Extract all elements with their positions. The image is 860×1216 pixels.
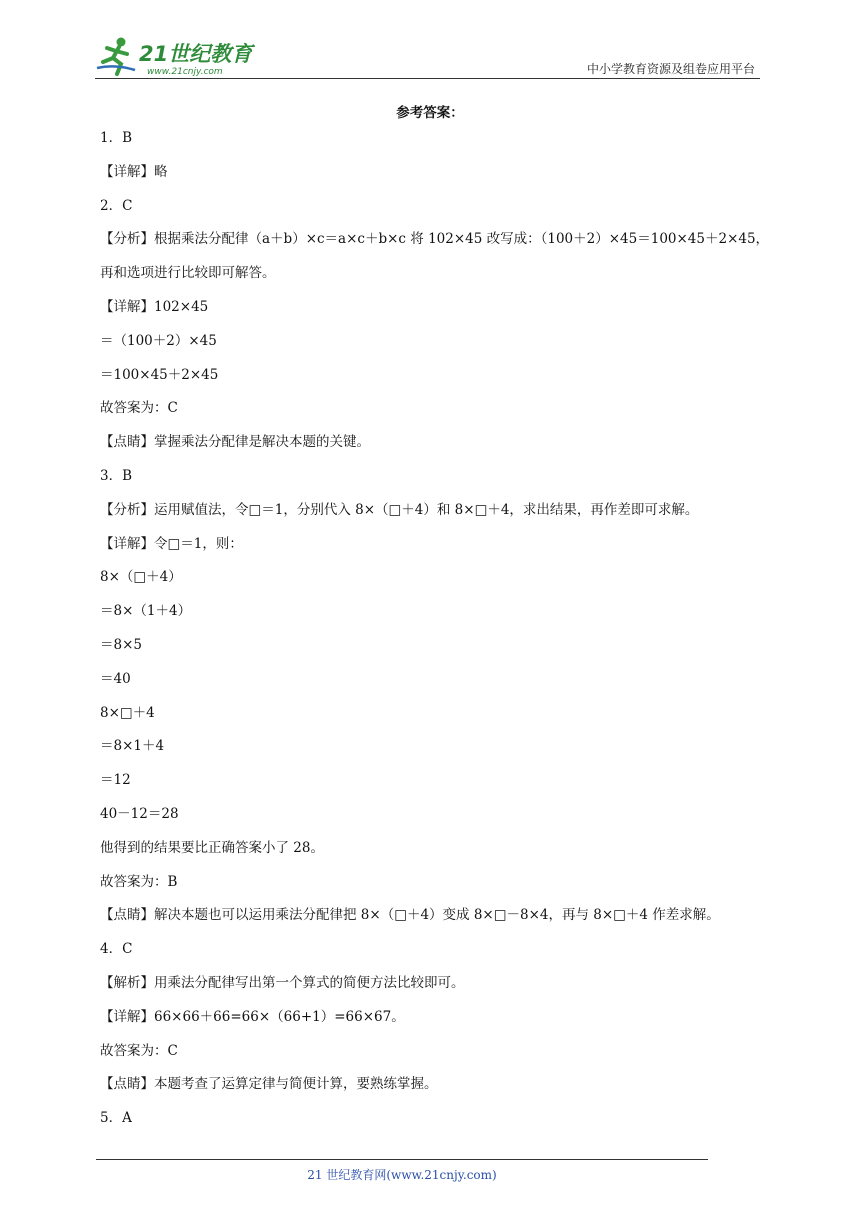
footer-divider xyxy=(96,1159,708,1160)
answer-line: 40－12＝28 xyxy=(100,805,179,822)
answer-line: 再和选项进行比较即可解答。 xyxy=(100,265,276,282)
answer-line: 8×□＋4 xyxy=(100,704,155,721)
page-title: 参考答案： xyxy=(396,105,464,121)
answer-line: 【详解】令□＝1，则： xyxy=(100,535,243,552)
answer-line: 他得到的结果要比正确答案小了 28。 xyxy=(100,839,324,856)
answer-line: 1．B xyxy=(100,130,133,146)
svg-text:21世纪教育: 21世纪教育 xyxy=(139,42,253,66)
brand-logo xyxy=(95,34,265,78)
answer-line: ＝12 xyxy=(100,772,131,789)
answer-line: 故答案为：C xyxy=(100,1042,178,1059)
platform-name: 中小学教育资源及组卷应用平台 xyxy=(586,62,755,76)
header-divider xyxy=(95,78,760,79)
answer-line: 故答案为：B xyxy=(100,873,178,890)
answer-line: 2．C xyxy=(100,197,133,214)
answer-line: 5．A xyxy=(100,1110,132,1127)
answer-line: 【详解】102×45 xyxy=(100,298,209,315)
page-header xyxy=(95,30,755,80)
footer-link[interactable]: 21 世纪教育网(www.21cnjy.com) xyxy=(307,1168,497,1182)
answer-line: 故答案为：C xyxy=(100,400,178,417)
answer-line: 【点睛】解决本题也可以运用乘法分配律把 8×（□＋4）变成 8×□－8×4，再与 8×□＋4 作差求解。 xyxy=(100,907,720,924)
answer-line: 【详解】66×66＋66=66×（66+1）=66×67。 xyxy=(100,1008,405,1025)
answer-line: 4．C xyxy=(100,941,133,958)
answer-line: ＝（100＋2）×45 xyxy=(100,332,217,349)
answer-content xyxy=(100,128,780,1142)
answer-line: ＝100×45＋2×45 xyxy=(100,366,219,383)
answer-line: ＝8×5 xyxy=(100,636,142,653)
answer-line: 【解析】用乘法分配律写出第一个算式的简便方法比较即可。 xyxy=(100,974,465,991)
answer-line: ＝8×1＋4 xyxy=(100,738,165,755)
answer-line: 【分析】运用赋值法，令□＝1，分别代入 8×（□＋4）和 8×□＋4，求出结果，再作差即可求解。 xyxy=(100,501,699,518)
answer-line: 【点睛】本题考查了运算定律与简便计算，要熟练掌握。 xyxy=(100,1076,438,1093)
answer-line: ＝8×（1＋4） xyxy=(100,603,192,620)
answer-line: 3．B xyxy=(100,467,133,484)
answer-line: 【详解】略 xyxy=(100,163,168,180)
answer-line: 【分析】根据乘法分配律（a＋b）×c＝a×c＋b×c 将 102×45 改写成：（100＋2）×45＝100×45＋2×45， xyxy=(100,231,770,248)
answer-line: 【点睛】掌握乘法分配律是解决本题的关键。 xyxy=(100,434,370,451)
answer-line: ＝40 xyxy=(100,670,131,687)
svg-text:www.21cnjy.com: www.21cnjy.com xyxy=(147,67,223,77)
answer-line: 8×（□＋4） xyxy=(100,569,182,586)
